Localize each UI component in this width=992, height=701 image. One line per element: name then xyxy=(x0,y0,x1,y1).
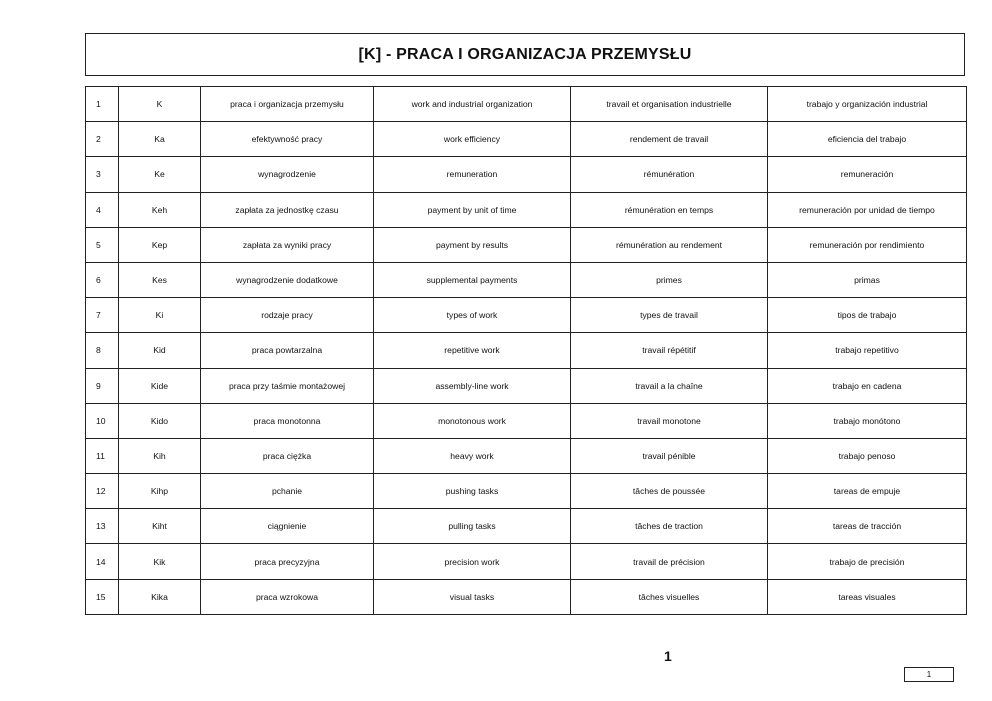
spanish-term: trabajo en cadena xyxy=(768,368,967,403)
table-row xyxy=(86,262,967,297)
page-number-box: 1 xyxy=(904,667,954,682)
french-term: rémunération au rendement xyxy=(571,227,768,262)
code-cell: Kih xyxy=(119,438,201,473)
code-cell: Keh xyxy=(119,192,201,227)
table-row xyxy=(86,157,967,192)
french-term: tâches de poussée xyxy=(571,474,768,509)
page-number: 1 xyxy=(664,648,672,664)
spanish-term: tareas de empuje xyxy=(768,474,967,509)
french-term: travail et organisation industrielle xyxy=(571,87,768,122)
table-row xyxy=(86,333,967,368)
table-row xyxy=(86,227,967,262)
english-term: repetitive work xyxy=(374,333,571,368)
french-term: travail de précision xyxy=(571,544,768,579)
polish-term: rodzaje pracy xyxy=(201,298,374,333)
row-number: 11 xyxy=(86,438,119,473)
spanish-term: eficiencia del trabajo xyxy=(768,122,967,157)
polish-term: pchanie xyxy=(201,474,374,509)
english-term: visual tasks xyxy=(374,579,571,614)
row-number: 15 xyxy=(86,579,119,614)
english-term: work efficiency xyxy=(374,122,571,157)
table-row xyxy=(86,579,967,614)
code-cell: Kid xyxy=(119,333,201,368)
row-number: 8 xyxy=(86,333,119,368)
code-cell: Ka xyxy=(119,122,201,157)
polish-term: zapłata za jednostkę czasu xyxy=(201,192,374,227)
polish-term: wynagrodzenie xyxy=(201,157,374,192)
spanish-term: primas xyxy=(768,262,967,297)
table-row xyxy=(86,438,967,473)
row-number: 10 xyxy=(86,403,119,438)
row-number: 12 xyxy=(86,474,119,509)
code-cell: Ki xyxy=(119,298,201,333)
polish-term: praca monotonna xyxy=(201,403,374,438)
french-term: tâches de traction xyxy=(571,509,768,544)
polish-term: zapłata za wyniki pracy xyxy=(201,227,374,262)
row-number: 9 xyxy=(86,368,119,403)
french-term: rémunération en temps xyxy=(571,192,768,227)
spanish-term: tipos de trabajo xyxy=(768,298,967,333)
spanish-term: trabajo monótono xyxy=(768,403,967,438)
table-row xyxy=(86,544,967,579)
row-number: 2 xyxy=(86,122,119,157)
english-term: precision work xyxy=(374,544,571,579)
table-row xyxy=(86,87,967,122)
code-cell: Kido xyxy=(119,403,201,438)
table-row xyxy=(86,298,967,333)
row-number: 3 xyxy=(86,157,119,192)
row-number: 7 xyxy=(86,298,119,333)
code-cell: Kika xyxy=(119,579,201,614)
french-term: travail monotone xyxy=(571,403,768,438)
french-term: travail pénible xyxy=(571,438,768,473)
french-term: types de travail xyxy=(571,298,768,333)
row-number: 4 xyxy=(86,192,119,227)
code-cell: Kik xyxy=(119,544,201,579)
spanish-term: tareas visuales xyxy=(768,579,967,614)
spanish-term: remuneración xyxy=(768,157,967,192)
terminology-table xyxy=(85,86,967,615)
polish-term: ciągnienie xyxy=(201,509,374,544)
row-number: 14 xyxy=(86,544,119,579)
code-cell: Kes xyxy=(119,262,201,297)
code-cell: Kihp xyxy=(119,474,201,509)
english-term: heavy work xyxy=(374,438,571,473)
spanish-term: remuneración por rendimiento xyxy=(768,227,967,262)
polish-term: praca i organizacja przemysłu xyxy=(201,87,374,122)
row-number: 1 xyxy=(86,87,119,122)
spanish-term: tareas de tracción xyxy=(768,509,967,544)
french-term: rémunération xyxy=(571,157,768,192)
table-row xyxy=(86,368,967,403)
code-cell: Kiht xyxy=(119,509,201,544)
spanish-term: trabajo de precisión xyxy=(768,544,967,579)
english-term: assembly-line work xyxy=(374,368,571,403)
code-cell: Kep xyxy=(119,227,201,262)
english-term: pushing tasks xyxy=(374,474,571,509)
french-term: travail a la chaîne xyxy=(571,368,768,403)
code-cell: Kide xyxy=(119,368,201,403)
french-term: tâches visuelles xyxy=(571,579,768,614)
french-term: primes xyxy=(571,262,768,297)
page-title: [K] - PRACA I ORGANIZACJA PRZEMYSŁU xyxy=(85,33,965,76)
spanish-term: trabajo y organización industrial xyxy=(768,87,967,122)
code-cell: K xyxy=(119,87,201,122)
table-row xyxy=(86,509,967,544)
polish-term: praca wzrokowa xyxy=(201,579,374,614)
english-term: types of work xyxy=(374,298,571,333)
spanish-term: trabajo penoso xyxy=(768,438,967,473)
polish-term: praca powtarzalna xyxy=(201,333,374,368)
english-term: payment by results xyxy=(374,227,571,262)
table-row xyxy=(86,474,967,509)
english-term: remuneration xyxy=(374,157,571,192)
english-term: monotonous work xyxy=(374,403,571,438)
table-row xyxy=(86,122,967,157)
polish-term: praca przy taśmie montażowej xyxy=(201,368,374,403)
row-number: 6 xyxy=(86,262,119,297)
polish-term: wynagrodzenie dodatkowe xyxy=(201,262,374,297)
french-term: rendement de travail xyxy=(571,122,768,157)
polish-term: praca precyzyjna xyxy=(201,544,374,579)
french-term: travail répétitif xyxy=(571,333,768,368)
english-term: pulling tasks xyxy=(374,509,571,544)
table-body xyxy=(86,87,967,615)
code-cell: Ke xyxy=(119,157,201,192)
spanish-term: trabajo repetitivo xyxy=(768,333,967,368)
table-row xyxy=(86,403,967,438)
english-term: work and industrial organization xyxy=(374,87,571,122)
table-row xyxy=(86,192,967,227)
polish-term: praca ciężka xyxy=(201,438,374,473)
row-number: 5 xyxy=(86,227,119,262)
english-term: payment by unit of time xyxy=(374,192,571,227)
polish-term: efektywność pracy xyxy=(201,122,374,157)
spanish-term: remuneración por unidad de tiempo xyxy=(768,192,967,227)
english-term: supplemental payments xyxy=(374,262,571,297)
row-number: 13 xyxy=(86,509,119,544)
